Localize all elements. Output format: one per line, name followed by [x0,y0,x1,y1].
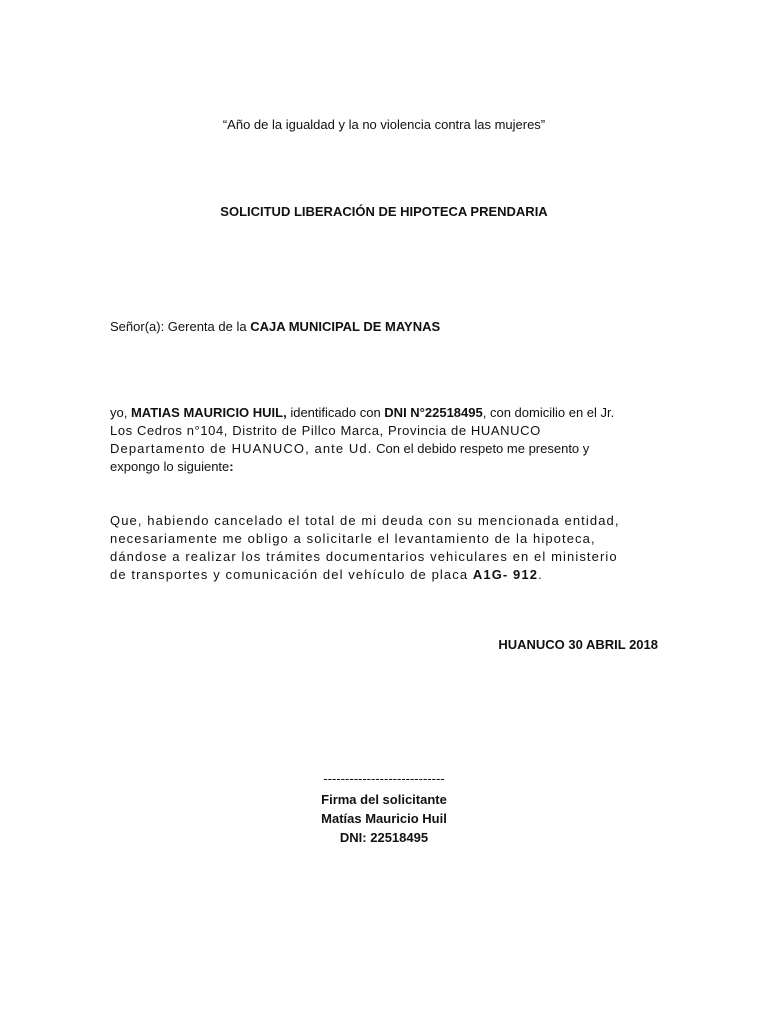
intro-text: Con el debido respeto me presento y [372,441,590,456]
intro-text: expongo lo siguiente [110,459,230,474]
body-line-3: dándose a realizar los trámites documentarios vehiculares en el ministerio [110,549,618,564]
signature-name: Matías Mauricio Huil [321,811,447,826]
document-title: SOLICITUD LIBERACIÓN DE HIPOTECA PRENDARIA [220,204,548,219]
body-text: . [538,567,543,582]
signature-rule: ---------------------------- [323,771,445,786]
intro-line-2: Los Cedros n°104, Distrito de Pillco Marca, Provincia de HUANUCO [110,423,541,438]
body-line-4 [110,566,543,584]
intro-text: Departamento de HUANUCO, ante Ud. [110,441,373,456]
body-text: de transportes y comunicación del vehículo de placa [110,567,473,582]
intro-text: : [229,459,234,474]
intro-text: yo, [110,405,131,420]
addressee-prefix: Señor(a): Gerenta de la [110,319,251,334]
intro-line-3 [110,440,589,458]
body-line-1: Que, habiendo cancelado el total de mi deuda con su mencionada entidad, [110,513,620,528]
applicant-name: MATIAS MAURICIO HUIL, [130,405,287,420]
vehicle-plate: A1G- 912 [472,567,539,582]
applicant-dni: DNI N°22518495 [384,405,483,420]
motto: “Año de la igualdad y la no violencia contra las mujeres” [222,117,546,132]
place-date: HUANUCO 30 ABRIL 2018 [498,637,658,652]
body-line-2: necesariamente me obligo a solicitarle el levantamiento de la hipoteca, [110,531,596,546]
addressee-institution: CAJA MUNICIPAL DE MAYNAS [250,319,441,334]
addressee-line [110,318,440,336]
intro-text: identificado con [286,405,385,420]
signature-dni: DNI: 22518495 [339,830,429,845]
intro-line-1 [110,404,614,422]
signature-label: Firma del solicitante [321,792,447,807]
intro-line-4 [110,458,234,476]
intro-text: , con domicilio en el Jr. [482,405,615,420]
